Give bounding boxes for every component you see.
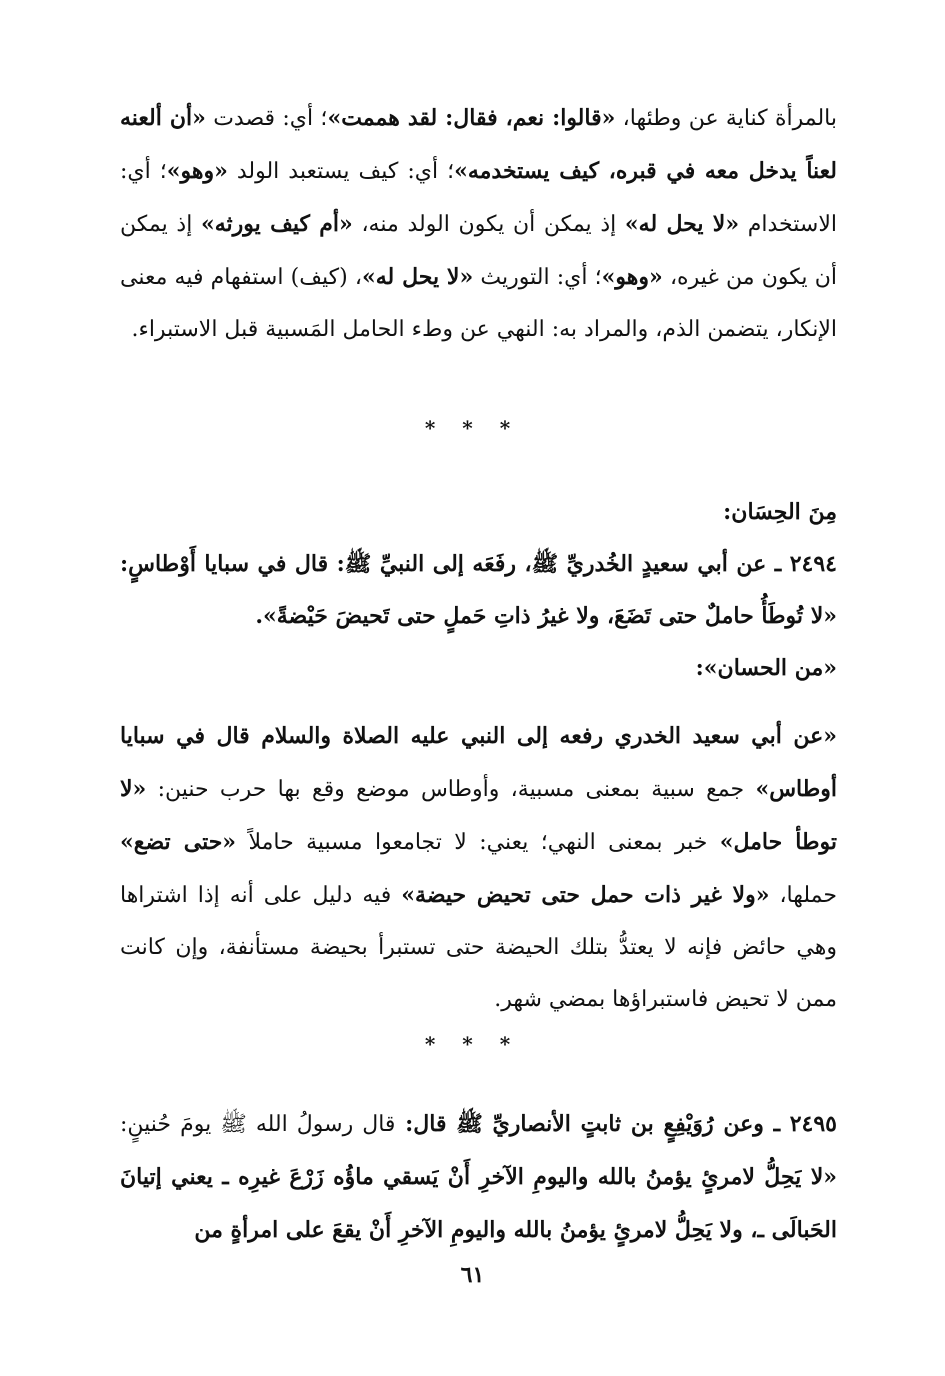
bold-quote: «لا توطأ حامل» bbox=[120, 776, 837, 855]
bold-quote: «وهو» bbox=[166, 158, 228, 184]
commentary-paragraph-1 bbox=[120, 92, 837, 356]
text-run: جمع سبية بمعنى مسبية، وأوطاس موضع وقع بها حرب حنين: bbox=[146, 777, 756, 802]
text-run: ، (كيف) استفهام فيه معنى الإنكار، يتضمن الذم، والمراد به: النهي عن وطء الحامل المَسبية قبل الاستبراء. bbox=[120, 265, 837, 342]
bold-quote: «حتى تضع» bbox=[120, 829, 237, 855]
hadith-text: ٢٤٩٤ ـ عن أبي سعيدٍ الخُدريِّ ﷺ، رفَعَه إلى النبيِّ ﷺ: قال في سبايا أَوْطاسٍ: «لا تُوطَأُ حاملٌ حتى تَضَعَ، ولا غيرُ ذاتِ حَملٍ حتى تَحيضَ حَيْضةً». bbox=[120, 551, 837, 629]
text-run: إذ يمكن أن يكون الولد منه، bbox=[352, 212, 625, 237]
text-run: ؛ أي: التوريث bbox=[473, 265, 602, 290]
bold-quote: «قالوا: نعم، فقال: لقد هممت» bbox=[327, 105, 616, 131]
subheading: «من الحسان»: bbox=[695, 655, 837, 681]
bold-quote: «أم كيف يورثه» bbox=[200, 211, 353, 237]
bold-quote: «وهو» bbox=[601, 264, 663, 290]
text-run: حملها، bbox=[769, 883, 837, 908]
bold-quote: «لا يحل له» bbox=[361, 264, 474, 290]
text-run: بالمرأة كناية عن وطئها، bbox=[615, 106, 837, 131]
commentary-paragraph-2494 bbox=[120, 710, 837, 1026]
section-separator: * * * bbox=[424, 416, 521, 440]
text-run: ؛ أي: قصدت bbox=[205, 106, 328, 131]
text-run: فيه دليل على أنه إذا اشتراها وهي حائض فإنه لا يعتدُّ بتلك الحيضة حتى تستبرأ بحيضة مستأنفة، وإن كانت ممن لا تحيض فاستبراؤها بمضي شهر. bbox=[120, 883, 837, 1012]
hadith-section-2494 bbox=[120, 486, 837, 694]
hadith-paragraph-2495 bbox=[120, 1098, 837, 1257]
page-number: ٦١ bbox=[460, 1262, 485, 1288]
bold-quote: «ولا غير ذات حمل حتى تحيض حيضة» bbox=[401, 882, 770, 908]
text-run: خبر بمعنى النهي؛ يعني: لا تجامعوا مسبية حاملاً bbox=[236, 830, 720, 855]
bold-quote: «عن أبي سعيد الخدري رفعه إلى النبي عليه الصلاة والسلام قال في سبايا أوطاس» bbox=[120, 723, 837, 802]
section-heading: مِنَ الحِسَان: bbox=[723, 499, 837, 525]
bold-quote: «لا يَحِلُّ لامرئٍ يؤمنُ بالله واليومِ الآخرِ أَنْ يَسقي ماؤُه زَرْعَ غيرِه ـ يعني إتيانَ الحَبالَى ـ، ولا يَحِلُّ لامرئٍ يؤمنُ بالله واليومِ الآخرِ أَنْ يقعَ على امرأةٍ من bbox=[120, 1164, 837, 1243]
text-run: ؛ أي: كيف يستعبد الولد bbox=[227, 159, 455, 184]
bold-quote: «لا يحل له» bbox=[624, 211, 740, 237]
text-run: إذ يمكن أن يكون من غيره، bbox=[120, 212, 837, 290]
section-separator: * * * bbox=[424, 1032, 521, 1056]
text-run: ؛ أي: الاستخدام bbox=[120, 159, 837, 237]
text-run: قال رسولُ الله ﷺ يومَ حُنينٍ: bbox=[120, 1112, 396, 1137]
bold-quote: «أن ألعنه لعناً يدخل معه في قبره، كيف يستخدمه» bbox=[120, 105, 837, 184]
bold-quote: ٢٤٩٥ ـ وعن رُوَيْفِعٍ بن ثابتٍ الأنصاريِّ ﷺ قال: bbox=[395, 1111, 837, 1137]
